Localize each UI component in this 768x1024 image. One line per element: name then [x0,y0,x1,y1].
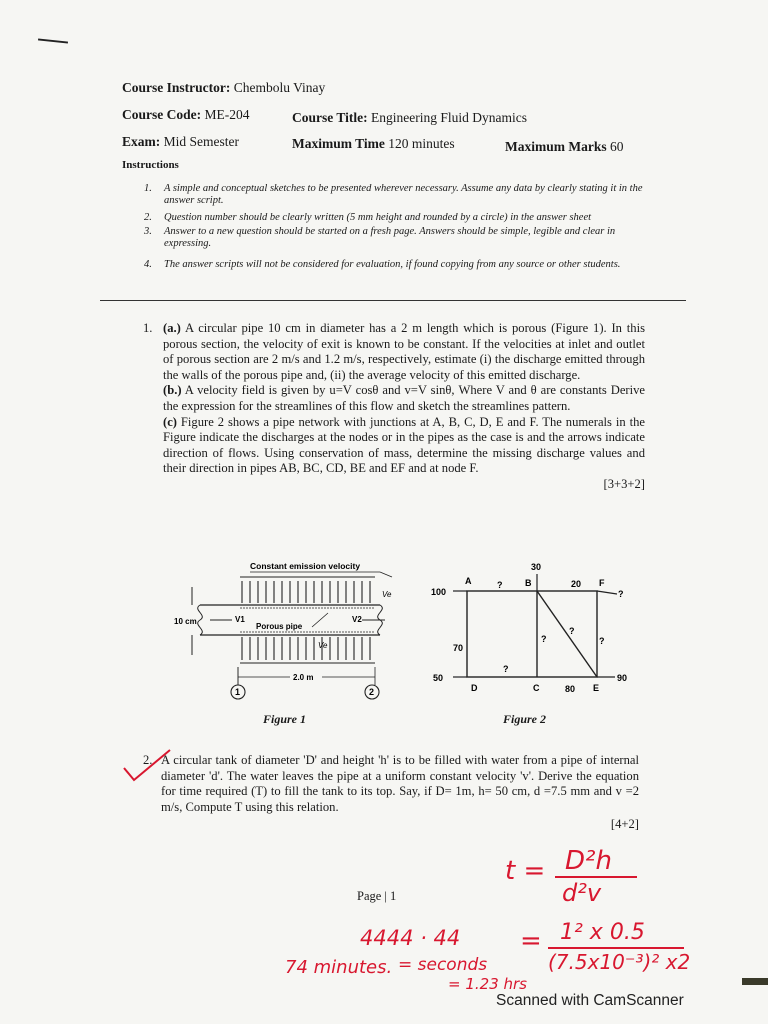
fig2-q-bc: ? [541,634,547,644]
question-1a-label: (a.) [163,321,181,335]
hand-hours: = 1.23 hrs [448,975,527,993]
scan-edge-mark [742,978,768,985]
title-value: Engineering Fluid Dynamics [371,110,527,125]
instruction-2-text: Question number should be clearly written (5 mm height and rounded by a circle) in the answer sheet [164,212,592,223]
fig1-ve-top: Ve [382,590,392,599]
fig1-node-1-label: 1 [235,687,241,697]
question-1b-label: (b.) [163,383,182,398]
figure-1-caption: Figure 1 [263,712,307,726]
fig1-v1: V1 [235,615,245,624]
question-1-number: 1. [143,321,153,335]
fig2-network [467,591,597,677]
fig2-n20: 20 [571,579,582,589]
fig2-node-f: F [599,578,605,588]
check-mark-icon [118,748,178,788]
fig1-title-arrow [380,572,392,577]
scanner-watermark: Scanned with CamScanner [496,992,684,1009]
question-1c-label: (c) [163,414,177,429]
figure-2-caption: Figure 2 [503,712,547,726]
question-1a [163,321,645,383]
marks-label: Maximum Marks [505,139,607,154]
fig2-n50: 50 [433,673,444,683]
instruction-2 [144,212,654,224]
fig2-q-f: ? [618,589,624,599]
time-label: Maximum Time [292,136,385,151]
instruction-4-num: 4. [144,259,152,270]
instruction-1-text: A simple and conceptual sketches to be presented wherever necessary. Assume any data by clearly stating it in the answer script. [164,183,643,206]
question-1b [163,383,645,414]
fig2-n70: 70 [453,643,464,653]
hand-result: 4444 · 44 [360,926,461,950]
section-divider [100,300,686,301]
hand-num: D²h [565,846,612,876]
fig1-ve-bottom: Ve [318,641,328,650]
fig2-out-f [597,591,617,594]
fig2-node-b: B [525,578,532,588]
exam-value: Mid Semester [163,134,239,149]
instruction-3-text: Answer to a new question should be started on a fresh page. Answers should be simple, legible and clear in expressing. [164,226,616,249]
hand-fraction-line-2 [548,947,684,949]
question-2-text: A circular tank of diameter 'D' and height 'h' is to be filled with water from a pipe of internal diameter 'd'. The water leaves the pipe at a uniform constant velocity 'v'. Derive the equation for time required (T) to fill the tank to its top. Say, if D= 1m, h= 50 cm, d =7.5 mm and v =2 m/s, Compute T using this relation. [161,753,639,814]
figure-2 [425,558,640,698]
time-value: 120 minutes [388,136,455,151]
header-exam [122,134,239,150]
question-2 [161,753,639,833]
header-marks [505,139,624,155]
instruction-2-num: 2. [144,212,152,223]
instruction-1-num: 1. [144,183,152,194]
instructor-value: Chembolu Vinay [233,80,326,95]
instructor-label: Course Instructor: [122,80,231,95]
hand-num2: 1² x 0.5 [560,920,645,945]
instruction-1 [144,183,654,207]
fig2-node-c: C [533,683,540,693]
fig2-n90: 90 [617,673,628,683]
header-time [292,136,455,152]
header-instructor [122,80,325,96]
question-1a-text: A circular pipe 10 cm in diameter has a 2 m length which is porous (Figure 1). In this porous section, the velocity of exit is known to be constant. If the velocities at inlet and outlet of porous section are 2 m/s and 1.2 m/s, respectively, estimate (i) the discharge emitted through the walls of the porous pipe and, (ii) the average velocity of this emitted discharge. [163,321,645,382]
fig1-diameter: 10 cm [174,617,197,626]
fig2-q-cd: ? [503,664,509,674]
question-1-marks: [3+3+2] [603,476,645,491]
fig2-node-e: E [593,683,600,693]
instruction-4 [144,259,654,271]
scan-mark [38,38,68,43]
question-1b-text: A velocity field is given by u=V cosθ and v=V sinθ, Where V and θ are constants Derive the expression for the streamlines of this flow and sketch the streamlines pattern. [163,383,645,413]
question-2-number: 2. [143,753,153,767]
fig1-pipe-left-end [198,605,203,635]
fig1-v2: V2 [352,615,362,624]
hand-eq2: = [520,926,542,956]
code-label: Course Code: [122,107,202,122]
fig2-q-be: ? [569,626,575,636]
instruction-4-text: The answer scripts will not be considered for evaluation, if found copying from any source or other students. [164,259,621,270]
fig2-q-ef: ? [599,636,605,646]
question-1 [163,321,645,493]
hand-den: d²v [562,879,602,907]
header-course-code [122,107,250,123]
code-value: ME-204 [204,107,250,122]
fig1-porous-label: Porous pipe [256,622,303,631]
marks-value: 60 [610,139,624,154]
fig2-node-a: A [465,576,472,586]
header-course-title [292,110,527,126]
fig1-title: Constant emission velocity [250,561,361,571]
figure-1 [170,555,420,705]
fig1-porous-pointer [312,613,328,627]
page-number: Page | 1 [357,889,397,903]
question-2-marks: [4+2] [610,817,639,832]
fig1-bottom-arrows [242,637,370,660]
instruction-3 [144,226,654,250]
question-1c [163,415,645,477]
fig2-node-d: D [471,683,478,693]
hand-minutes: 74 minutes. [285,957,393,978]
fig2-q-ab: ? [497,580,503,590]
fig2-n100: 100 [431,587,447,597]
fig1-node-2-label: 2 [369,687,375,697]
instruction-3-num: 3. [144,226,152,237]
question-1c-text: Figure 2 shows a pipe network with junctions at A, B, C, D, E and F. The numerals in the Figure indicate the discharges at the nodes or in the pipes as the case is and the arrows indicate direction of flows. Using conservation of mass, determine the missing discharge values and their direction in pipes AB, BC, CD, BE and EF and at node F. [163,414,645,476]
fig2-n30: 30 [531,562,542,572]
title-label: Course Title: [292,110,368,125]
fig1-length: 2.0 m [293,673,314,682]
hand-t-eq: t = [505,856,546,886]
exam-label: Exam: [122,134,161,149]
hand-fraction-line [555,876,637,878]
hand-den2: (7.5x10⁻³)² x2 [548,950,691,974]
fig2-n80: 80 [565,684,576,694]
fig1-top-arrows [242,581,370,603]
instructions-heading: Instructions [122,159,179,171]
hand-seconds: = seconds [398,955,488,975]
